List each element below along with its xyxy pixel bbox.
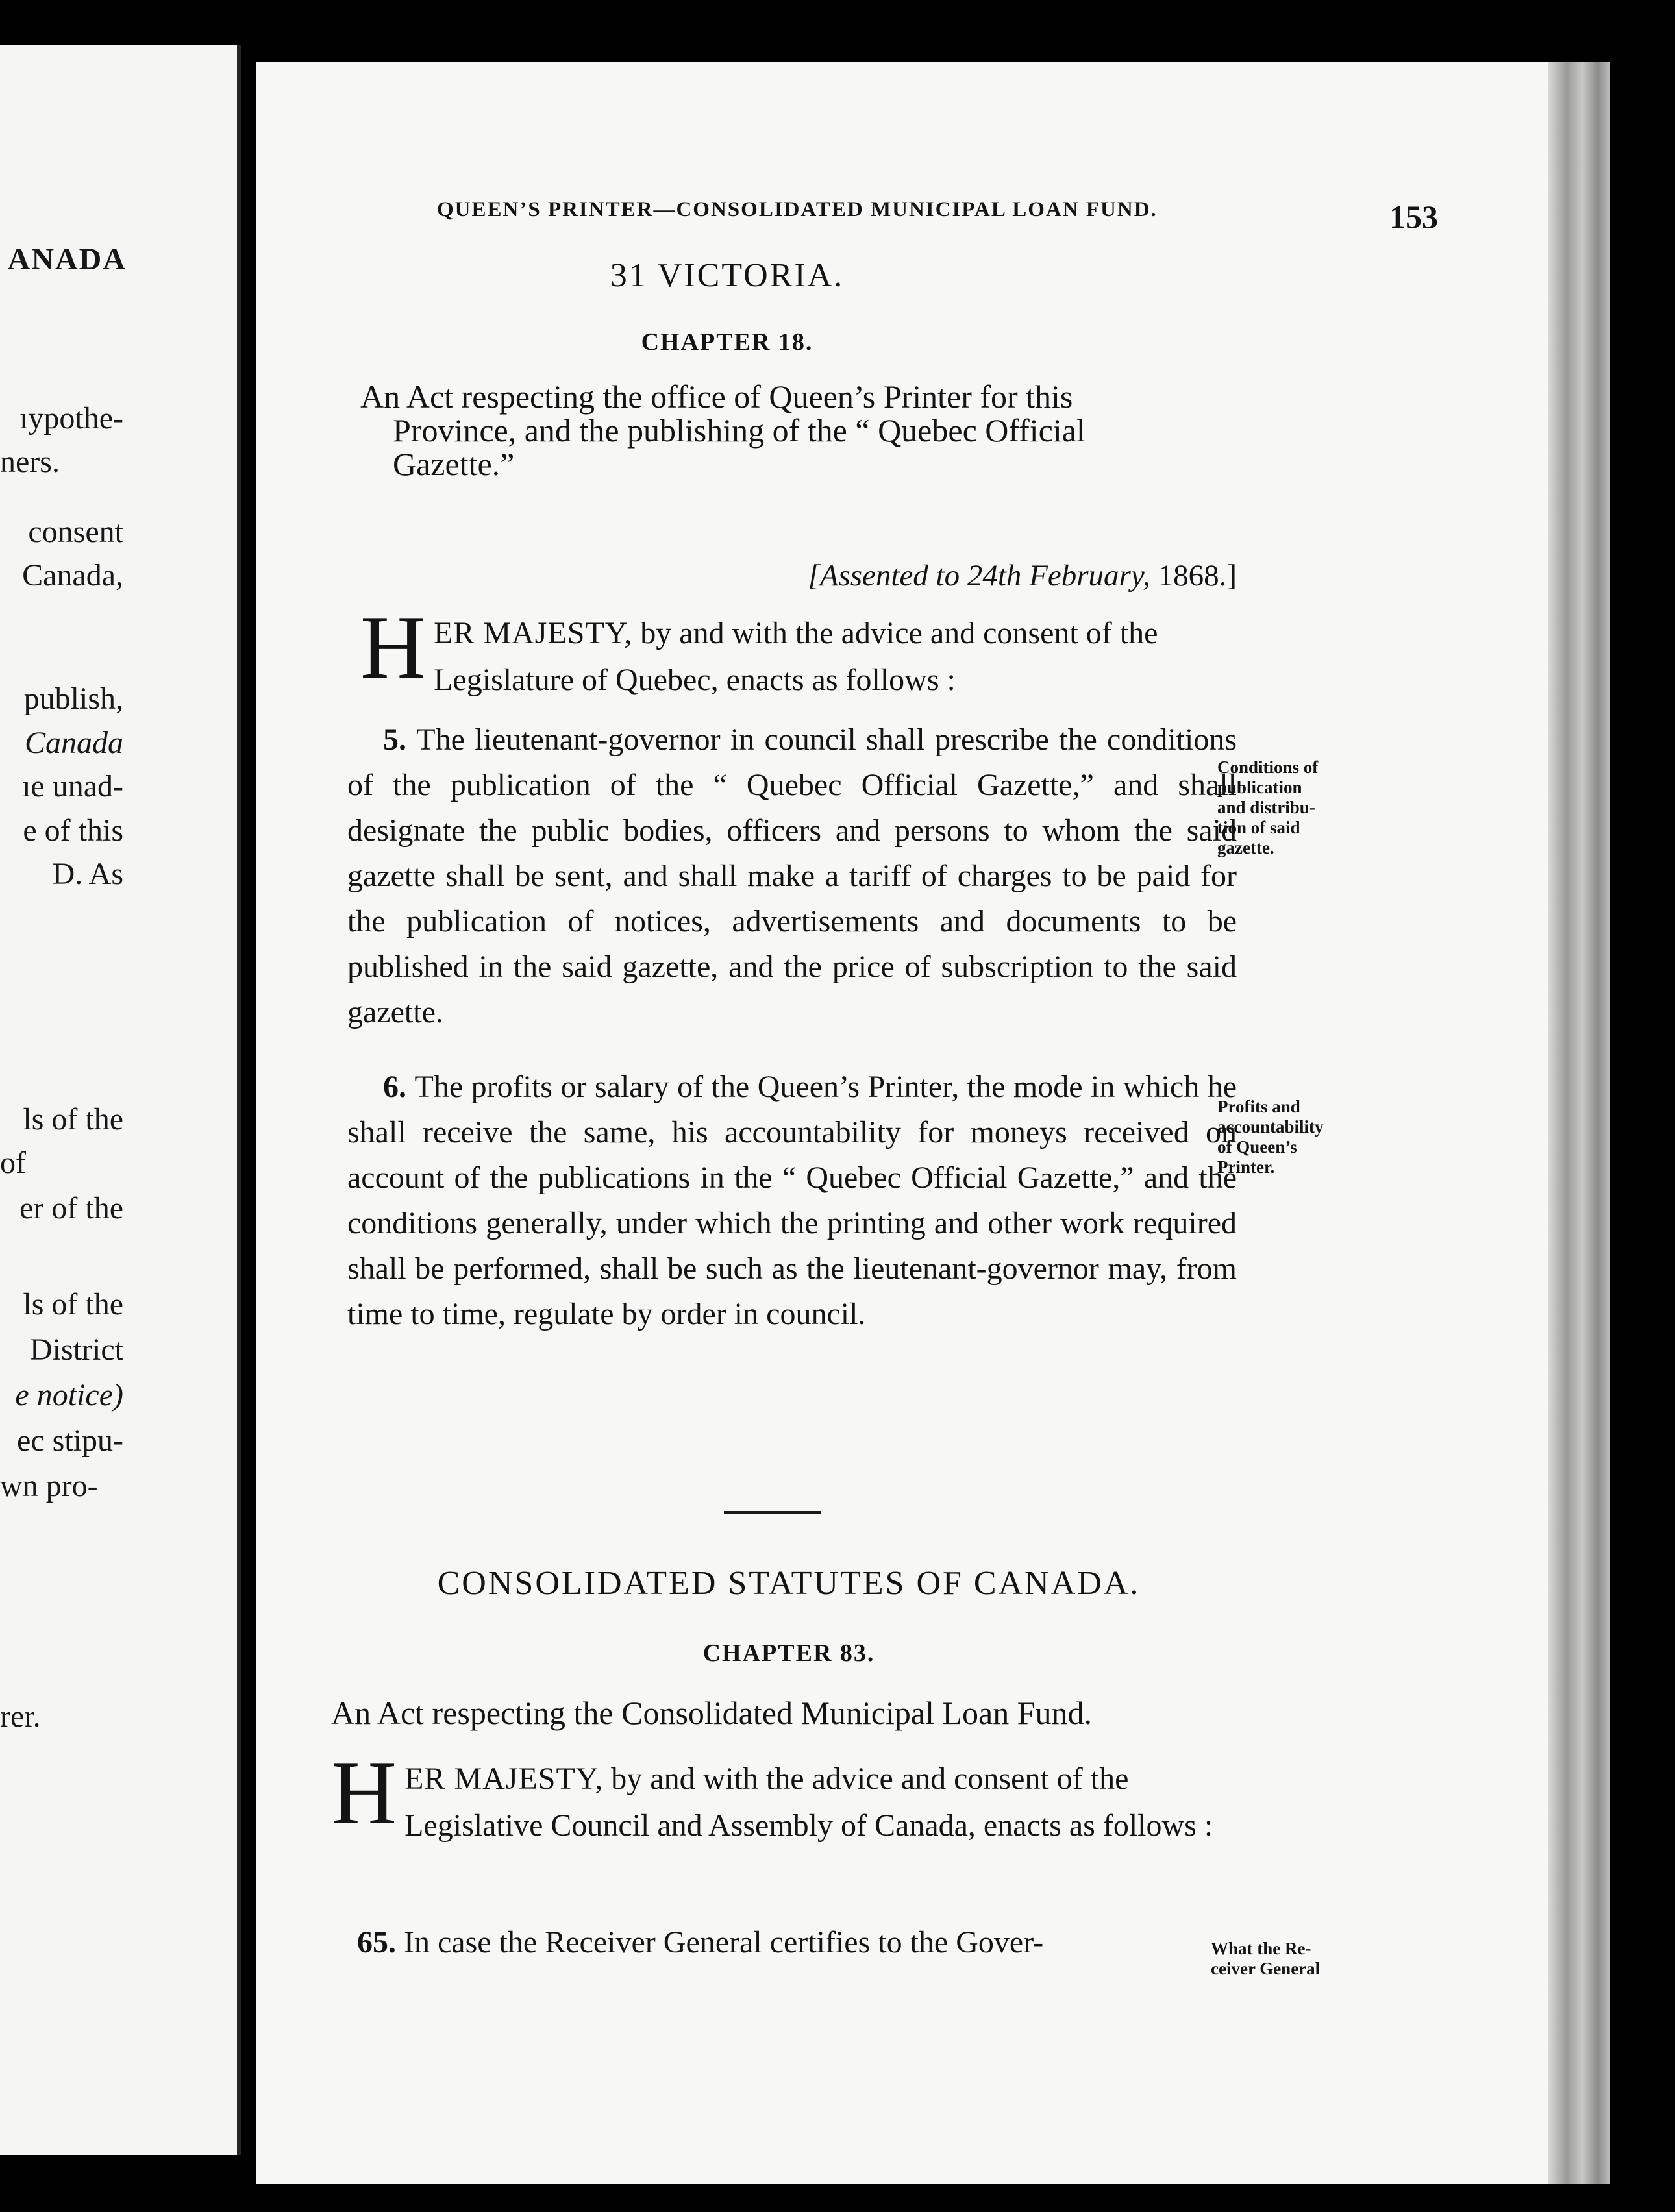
- assent-year: 1868.]: [1158, 559, 1237, 593]
- facing-page-fragment: D. As: [52, 857, 123, 891]
- facing-page-fragment: er of the: [19, 1191, 123, 1225]
- section-number: 5: [383, 722, 399, 757]
- statute-heading: CONSOLIDATED STATUTES OF CANADA.: [437, 1565, 1141, 1602]
- facing-page-fragment: Canada,: [22, 558, 123, 593]
- section-text: The profits or salary of the Queen’s Printer, the mode in which he shall receive the same, his accountability for moneys received on account of the publications in the “ Quebec Official Gazette,” and the conditions generally, under which the printing and other work required shall be performed, shall be such as the lieutenant-governor may, from time to time, regulate by order in council.: [347, 1070, 1237, 1331]
- facing-page-fragment: ls of the: [23, 1287, 123, 1321]
- section-6: 6. The profits or salary of the Queen’s Printer, the mode in which he shall receive the same, his accountability for moneys received on account of the publications in the “ Quebec Official Gazette,” and the conditions generally, under which the printing and other work required shall be performed, shall be such as the lieutenant-governor may, from time to time, regulate by order in council.: [347, 1070, 1237, 1331]
- section-65: 65. In case the Receiver General certifies to the Gover-: [357, 1925, 1044, 1960]
- facing-page-fragment: e notice): [15, 1378, 123, 1412]
- chapter-heading: CHAPTER 83.: [702, 1640, 875, 1667]
- section-text: The lieutenant-governor in council shall prescribe the conditions of the publication of the “ Quebec Official Gazette,” and shall designate the public bodies, officers and persons to whom the said gazette shall be sent, and shall make a tariff of charges to be paid for the publication of notices, advertisements and documents to be published in the said gazette, and the price of subscription to the said gazette.: [347, 722, 1237, 1029]
- facing-page-fragment: ıe unad-: [22, 769, 123, 804]
- act-title-line: Province, and the publishing of the “ Quebec Official: [393, 412, 1086, 449]
- act-title: An Act respecting the Consolidated Municipal Loan Fund.: [331, 1695, 1093, 1731]
- facing-page-fragment: ls of the: [23, 1102, 123, 1137]
- facing-page: [0, 45, 241, 2155]
- act-title-line: Gazette.”: [393, 446, 515, 482]
- section-number: 6: [383, 1070, 399, 1104]
- facing-page-fragment: ANADA: [7, 242, 127, 276]
- running-head: QUEEN’S PRINTER—CONSOLIDATED MUNICIPAL LOAN FUND.: [437, 198, 1158, 221]
- section-divider: [724, 1511, 821, 1514]
- margin-note: Conditions of publication and distribu- tion of said gazette.: [1217, 757, 1319, 857]
- facing-page-fragment: publish,: [23, 682, 123, 716]
- regnal-year-heading: 31 VICTORIA.: [610, 257, 845, 294]
- facing-page-fragment: consent: [28, 515, 123, 549]
- enacting-text: by and with the advice and consent of the Legislative Council and Assembly of Canada, enacts as follows :: [404, 1762, 1213, 1843]
- chapter-heading: CHAPTER 18.: [641, 328, 813, 356]
- facing-page-fragment: of: [0, 1146, 26, 1180]
- assent-date-text: [Assented to 24th February,: [808, 559, 1158, 593]
- facing-page-fragment: Canada: [24, 726, 123, 760]
- facing-page-fragment: ners.: [0, 445, 60, 479]
- act-title-line: An Act respecting the office of Queen’s Printer for this: [360, 378, 1073, 415]
- act-title: [360, 380, 1237, 481]
- facing-page-fragment: ıypothe-: [19, 401, 123, 436]
- enacting-clause: [360, 597, 1237, 704]
- enacting-text: by and with the advice and consent of the Legislature of Quebec, enacts as follows :: [434, 616, 1158, 697]
- assent-date: [711, 558, 1237, 593]
- section-text: In case the Receiver General certifies to the Gover-: [404, 1925, 1044, 1960]
- page-edge: [1548, 62, 1610, 2184]
- enacting-caps: ER MAJESTY,: [434, 616, 633, 650]
- enacting-clause: [331, 1743, 1227, 1849]
- drop-cap: H: [331, 1743, 397, 1843]
- margin-note: What the Re- ceiver General: [1211, 1939, 1321, 1978]
- margin-note: Profits and accountability of Queen’s Printer.: [1217, 1097, 1324, 1177]
- enacting-caps: ER MAJESTY,: [404, 1762, 604, 1796]
- section-number: 65: [357, 1925, 388, 1960]
- facing-page-fragment: e of this: [23, 813, 123, 848]
- page: [256, 62, 1610, 2184]
- page-number: 153: [1389, 199, 1438, 235]
- facing-page-fragment: District: [30, 1333, 123, 1367]
- facing-page-fragment: rer.: [0, 1699, 41, 1734]
- facing-page-fragment: wn pro-: [0, 1469, 98, 1503]
- section-5: 5. The lieutenant-governor in council shall prescribe the conditions of the publication of the “ Quebec Official Gazette,” and shall designate the public bodies, officers and persons to whom the said gazette shall be sent, and shall make a tariff of charges to be paid for the publication of notices, advertisements and documents to be published in the said gazette, and the price of subscription to the said gazette.: [347, 722, 1237, 1029]
- facing-page-fragment: ec stipu-: [17, 1423, 123, 1458]
- drop-cap: H: [360, 597, 427, 698]
